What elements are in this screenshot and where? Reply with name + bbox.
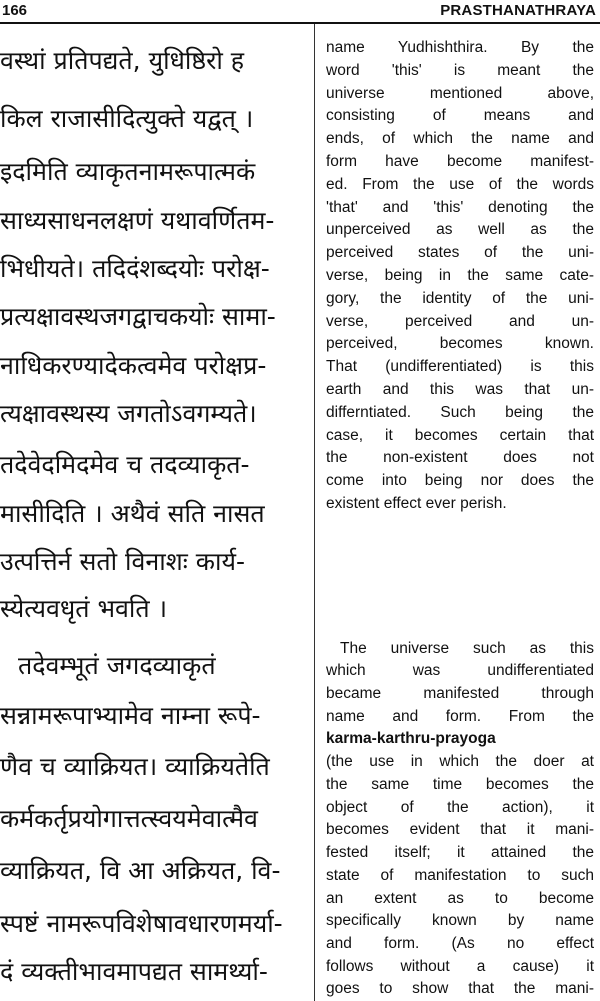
english-line: name and form. From the (326, 708, 594, 725)
sanskrit-line: मासीदिति । अथैवं सति नासत (0, 499, 265, 528)
sanskrit-line: तदेवेदमिदमेव च तदव्याकृत- (0, 450, 250, 479)
english-line: object of the action), it (326, 799, 594, 816)
english-line: follows without a cause) it (326, 958, 594, 975)
sanskrit-line: उत्पत्तिर्न सतो विनाशः कार्य- (0, 547, 245, 576)
english-line: the same time becomes the (326, 776, 594, 793)
sanskrit-line: व्याक्रियत, वि आ अक्रियत, वि- (0, 856, 281, 885)
english-line: ends, of which the name and (326, 130, 594, 147)
sanskrit-line: प्रत्यक्षावस्थजगद्वाचकयोः सामा- (0, 302, 276, 331)
english-line: state of manifestation to such (326, 867, 594, 884)
running-title: PRASTHANATHRAYA (440, 2, 596, 19)
sanskrit-line: स्पष्टं नामरूपविशेषावधारणमर्या- (0, 909, 283, 938)
sanskrit-line: वस्थां प्रतिपद्यते, युधिष्ठिरो ह (0, 46, 245, 75)
english-line: goes to show that the mani- (326, 980, 594, 997)
english-line: That (undifferentiated) is this (326, 358, 594, 375)
english-line: differntiated. Such being the (326, 404, 594, 421)
sanskrit-line: सन्नामरूपाभ्यामेव नाम्ना रूपे- (0, 701, 261, 730)
english-line: perceived, becomes known. (326, 335, 594, 352)
sanskrit-line: किल राजासीदित्युक्ते यद्वत् । (0, 104, 254, 133)
sanskrit-line: भिधीयते। तदिदंशब्दयोः परोक्ष- (0, 254, 270, 283)
column-divider (314, 24, 315, 1001)
english-line: the non-existent does not (326, 449, 594, 466)
english-line: name Yudhishthira. By the (326, 39, 594, 56)
sanskrit-term: karma-karthru-prayoga (326, 730, 496, 747)
english-line: verse, perceived and un- (326, 313, 594, 330)
english-line: form have become manifest- (326, 153, 594, 170)
sanskrit-line: नाधिकरण्यादेकत्वमेव परोक्षप्र- (0, 351, 267, 380)
english-line: and form. (As no effect (326, 935, 594, 952)
english-line: an extent as to become (326, 890, 594, 907)
english-line: became manifested through (326, 685, 594, 702)
english-line: earth and this was that un- (326, 381, 594, 398)
english-line: ed. From the use of the words (326, 176, 594, 193)
page-number: 166 (2, 2, 28, 19)
english-line: perceived states of the uni- (326, 244, 594, 261)
english-line: consisting of means and (326, 107, 594, 124)
sanskrit-line: इदमिति व्याकृतनामरूपात्मकं (0, 157, 256, 186)
english-line: unperceived as well as the (326, 221, 594, 238)
sanskrit-line: साध्यसाधनलक्षणं यथावर्णितम- (0, 206, 275, 235)
english-line: 'that' and 'this' denoting the (326, 199, 594, 216)
english-line: case, it becomes certain that (326, 427, 594, 444)
english-line: The universe such as this (340, 640, 594, 657)
english-line: gory, the identity of the uni- (326, 290, 594, 307)
sanskrit-line: णैव च व्याक्रियत। व्याक्रियतेति (0, 752, 270, 781)
sanskrit-line: दं व्यक्तीभावमापद्यत सामर्थ्या- (0, 957, 268, 986)
english-line: universe mentioned above, (326, 85, 594, 102)
english-line: word 'this' is meant the (326, 62, 594, 79)
english-column (326, 24, 596, 1001)
sanskrit-line: कर्मकर्तृप्रयोगात्तत्स्वयमेवात्मैव (0, 804, 258, 833)
english-line: existent effect ever perish. (326, 495, 507, 512)
sanskrit-line: त्यक्षावस्थस्य जगतोऽवगम्यते। (0, 399, 257, 428)
english-line: (the use in which the doer at (326, 753, 594, 770)
english-line: which was undifferentiated (326, 662, 594, 679)
sanskrit-column (0, 24, 312, 1001)
english-line: fested itself; it attained the (326, 844, 594, 861)
page-header (0, 0, 600, 24)
english-line: specifically known by name (326, 912, 594, 929)
sanskrit-line: तदेवम्भूतं जगदव्याकृतं (18, 651, 216, 680)
english-line: verse, being in the same cate- (326, 267, 594, 284)
english-line: becomes evident that it mani- (326, 821, 594, 838)
sanskrit-line: स्येत्यवधृतं भवति । (0, 594, 168, 623)
english-line: come into being nor does the (326, 472, 594, 489)
